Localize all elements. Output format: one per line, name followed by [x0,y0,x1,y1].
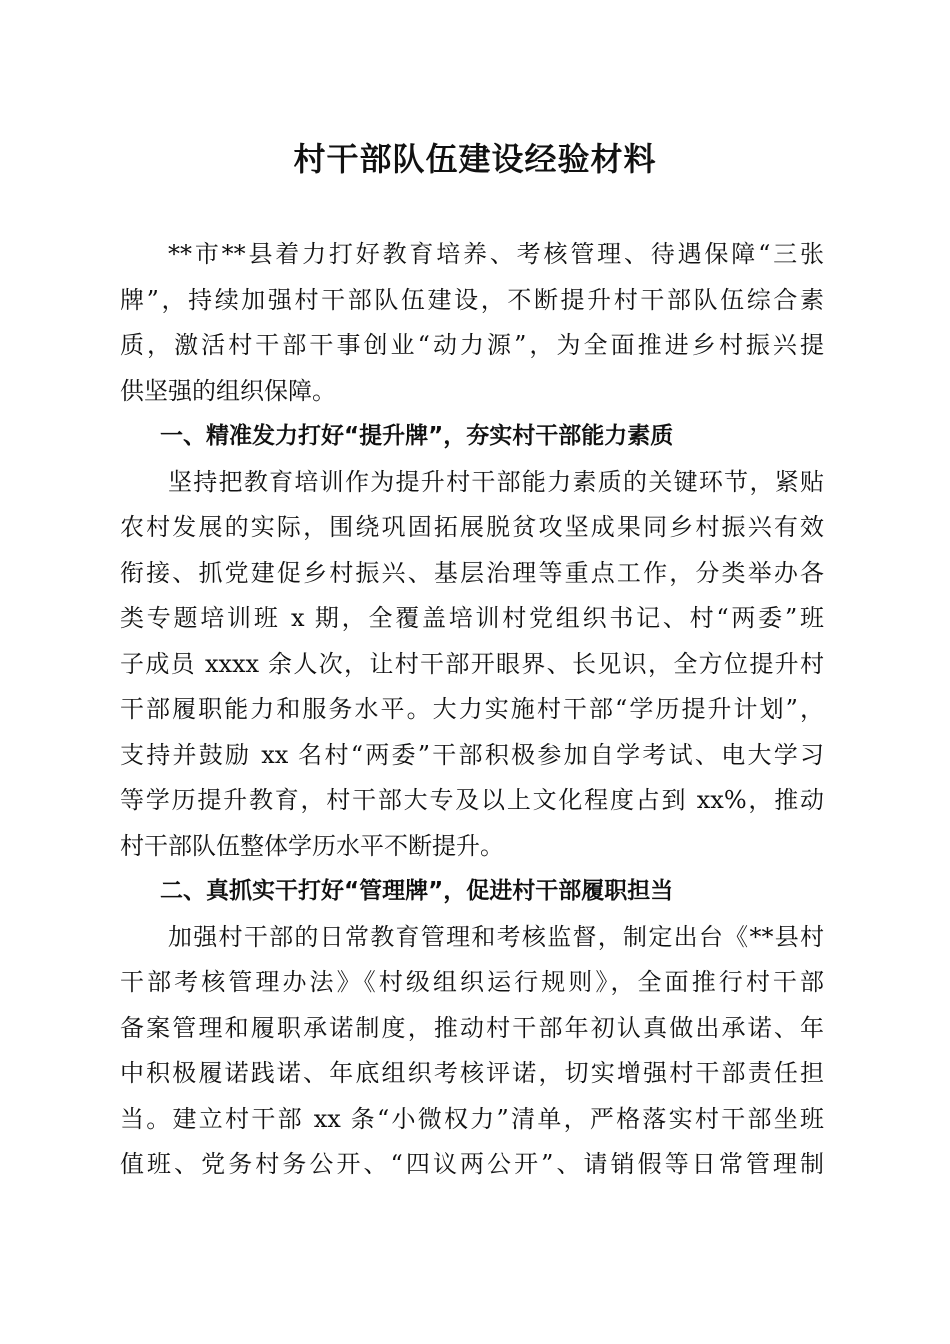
paragraph-line: 支持并鼓励 xx 名村“两委”干部积极参加自学考试、电大学习 [120,740,824,769]
paragraph-line: 中积极履诺践诺、年底组织考核评诺，切实增强村干部责任担 [120,1059,824,1087]
paragraph-line: 坚持把教育培训作为提升村干部能力素质的关键环节，紧贴 [168,467,824,496]
paragraph-line: 干部履职能力和服务水平。大力实施村干部“学历提升计划”， [120,695,824,723]
paragraph-line: 质，激活村干部干事创业“动力源”，为全面推进乡村振兴提 [120,331,824,359]
paragraph-line: 衔接、抓党建促乡村振兴、基层治理等重点工作，分类举办各 [120,558,824,587]
paragraph-line: 子成员 xxxx 余人次，让村干部开眼界、长见识，全方位提升村 [120,649,824,678]
paragraph-line: 当。建立村干部 xx 条“小微权力”清单，严格落实村干部坐班 [120,1104,824,1133]
paragraph-line: 备案管理和履职承诺制度，推动村干部年初认真做出承诺、年 [120,1013,824,1042]
section-heading-2: 二、真抓实干打好“管理牌”，促进村干部履职担当 [160,878,674,904]
paragraph-line: 加强村干部的日常教育管理和考核监督，制定出台《**县村 [168,922,824,951]
document-body [120,232,824,1188]
paragraph-line: 村干部队伍整体学历水平不断提升。 [120,831,504,860]
document-title: 村干部队伍建设经验材料 [293,140,657,178]
section-heading-1: 一、精准发力打好“提升牌”，夯实村干部能力素质 [160,423,674,449]
paragraph-line: 农村发展的实际，围绕巩固拓展脱贫攻坚成果同乡村振兴有效 [120,513,824,541]
paragraph-line: 供坚强的组织保障。 [120,376,336,405]
paragraph-line: 值班、党务村务公开、“四议两公开”、请销假等日常管理制 [120,1150,824,1178]
paragraph-line: 等学历提升教育，村干部大专及以上文化程度占到 xx%，推动 [120,786,824,814]
paragraph-line: 干部考核管理办法》《村级组织运行规则》，全面推行村干部 [120,968,824,996]
paragraph-line: 类专题培训班 x 期，全覆盖培训村党组织书记、村“两委”班 [120,604,824,632]
paragraph-line: **市**县着力打好教育培养、考核管理、待遇保障“三张 [168,240,824,268]
paragraph-line: 牌”，持续加强村干部队伍建设，不断提升村干部队伍综合素 [120,285,824,314]
